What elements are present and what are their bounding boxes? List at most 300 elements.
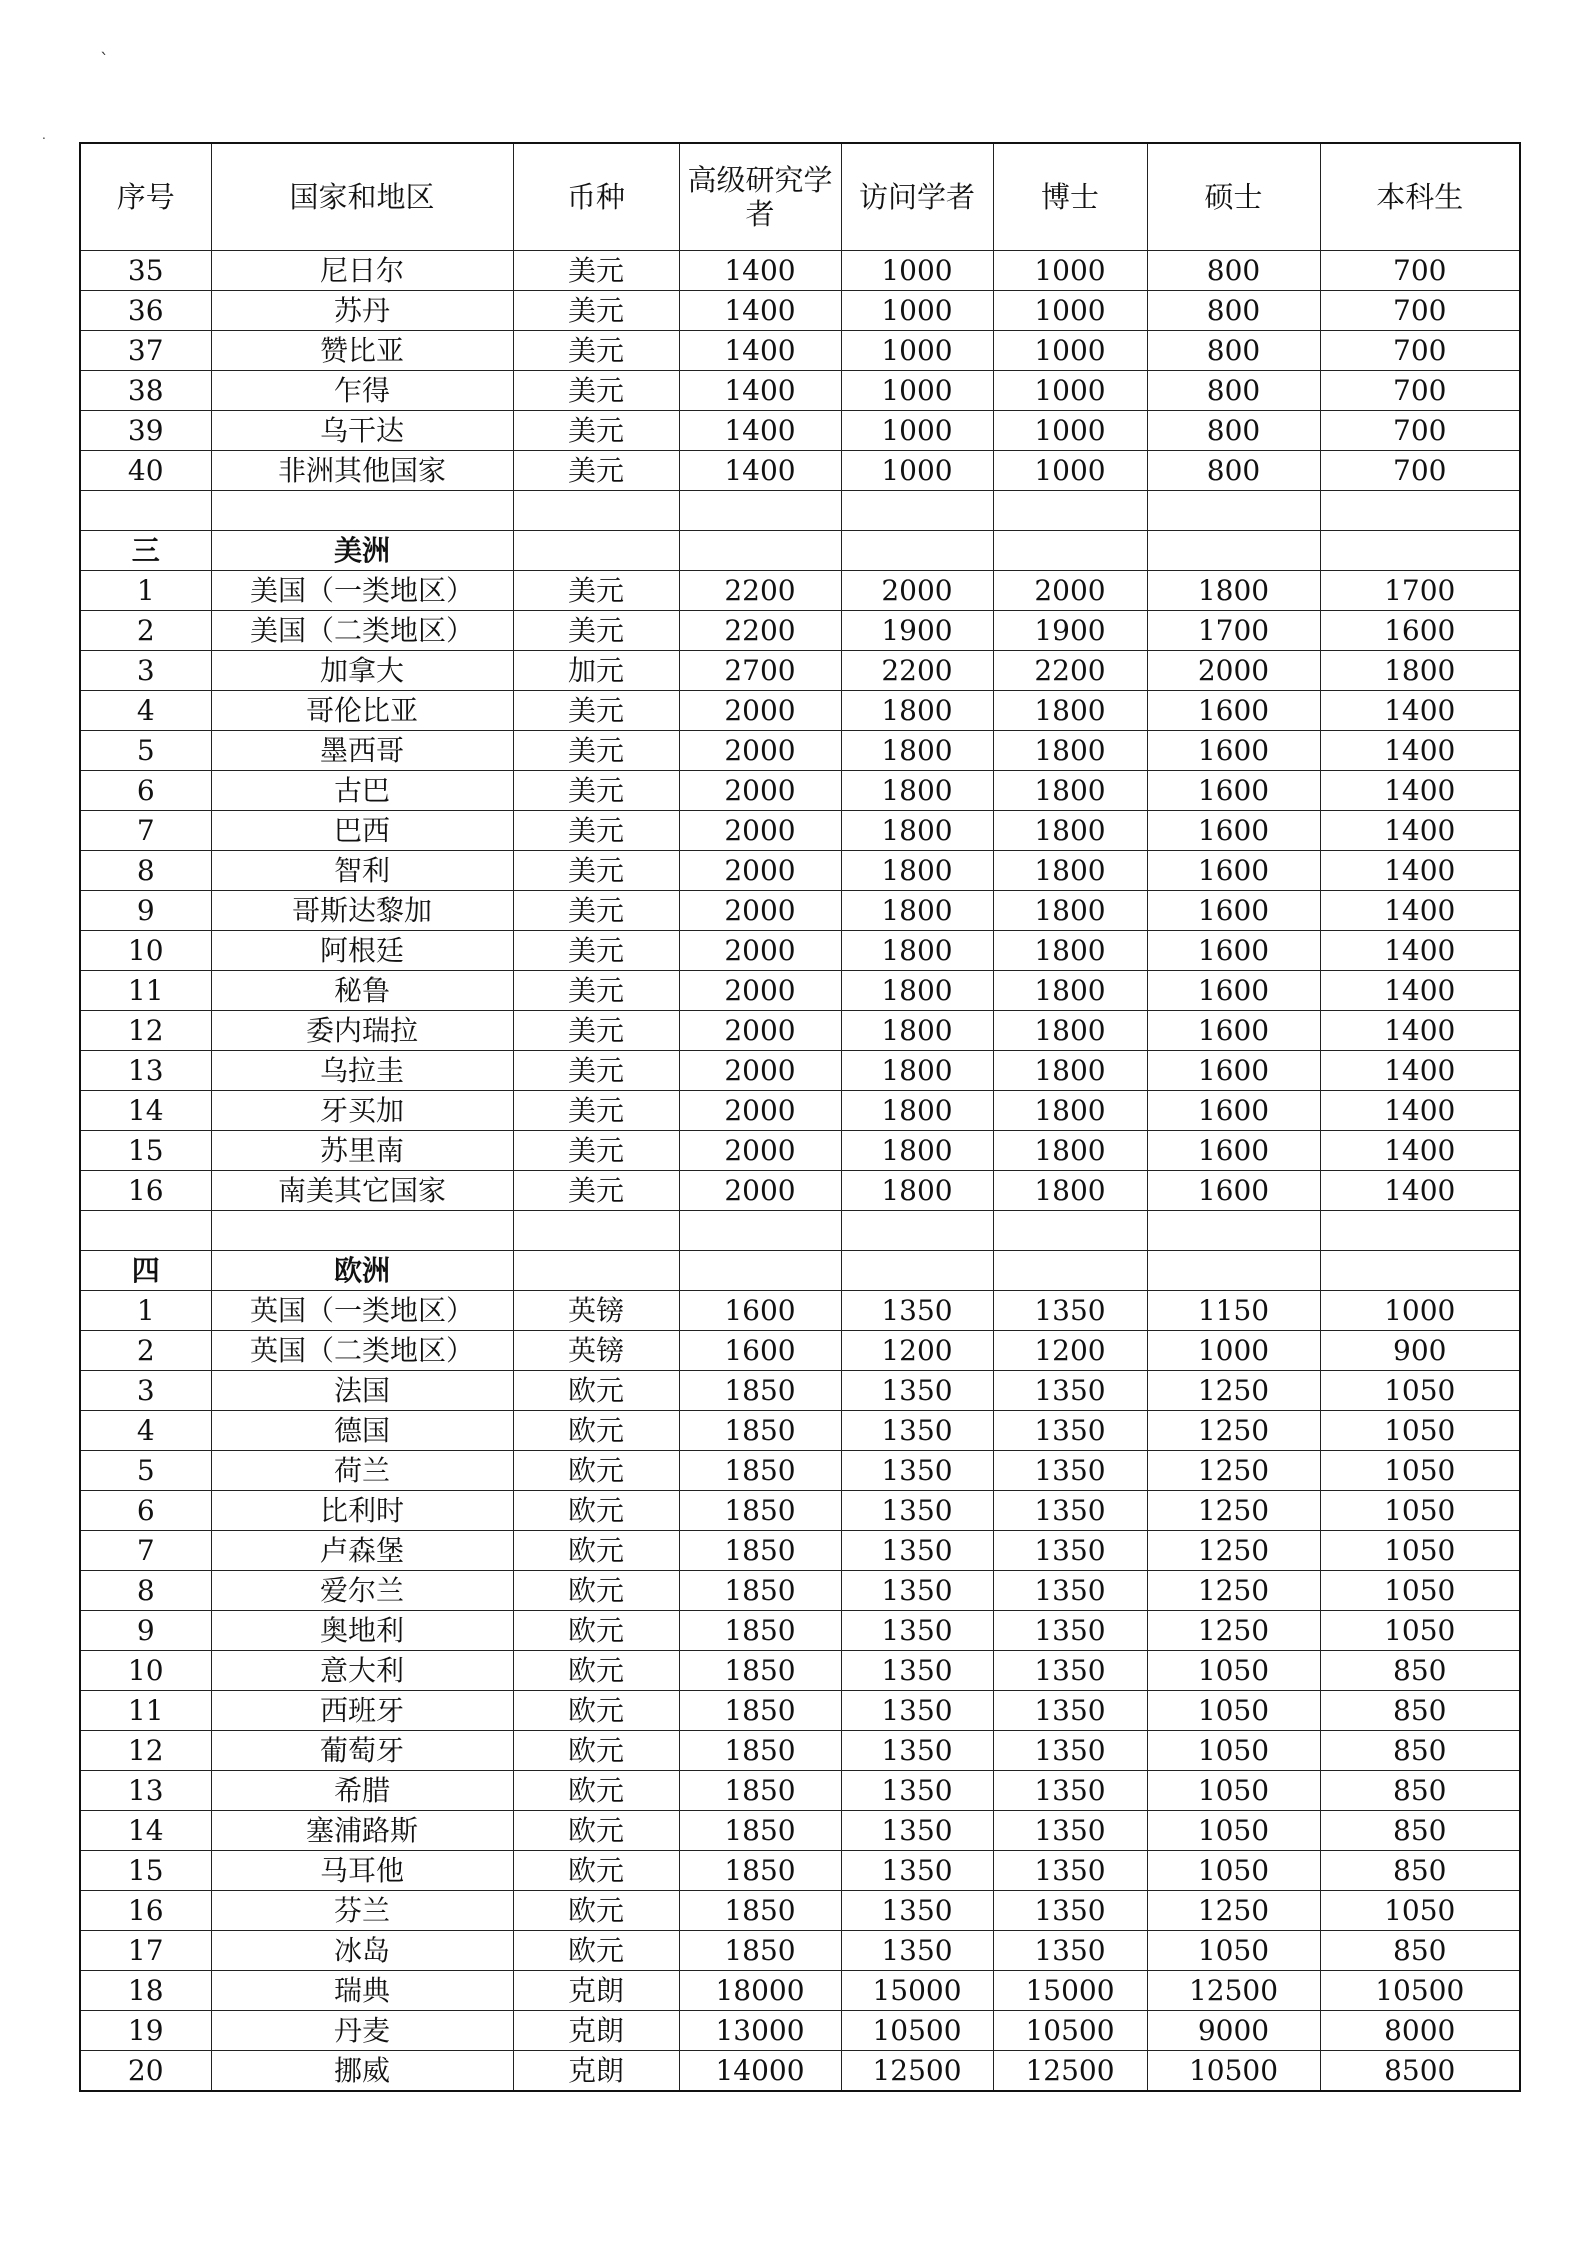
cell-visiting-scholar: 1800 bbox=[841, 731, 993, 771]
cell-country: 挪威 bbox=[211, 2051, 513, 2092]
cell-phd: 1000 bbox=[993, 331, 1147, 371]
cell-undergrad: 700 bbox=[1320, 371, 1520, 411]
table-body bbox=[80, 251, 1520, 2092]
cell-phd: 2200 bbox=[993, 651, 1147, 691]
table-row bbox=[80, 1691, 1520, 1731]
cell-senior-scholar: 2000 bbox=[679, 1171, 841, 1211]
cell-senior-scholar: 18000 bbox=[679, 1971, 841, 2011]
cell-visiting-scholar bbox=[841, 531, 993, 571]
cell-index: 10 bbox=[80, 1651, 211, 1691]
cell-senior-scholar: 1850 bbox=[679, 1691, 841, 1731]
cell-index: 37 bbox=[80, 331, 211, 371]
cell-visiting-scholar: 1350 bbox=[841, 1571, 993, 1611]
table-row bbox=[80, 251, 1520, 291]
cell-index: 2 bbox=[80, 1331, 211, 1371]
cell-undergrad: 1050 bbox=[1320, 1611, 1520, 1651]
cell-visiting-scholar: 1350 bbox=[841, 1931, 993, 1971]
cell-currency bbox=[513, 1251, 679, 1291]
cell-undergrad: 700 bbox=[1320, 251, 1520, 291]
cell-undergrad: 1050 bbox=[1320, 1411, 1520, 1451]
cell-master: 800 bbox=[1147, 451, 1320, 491]
cell-currency: 美元 bbox=[513, 1051, 679, 1091]
cell-master: 1600 bbox=[1147, 1011, 1320, 1051]
cell-phd: 1800 bbox=[993, 891, 1147, 931]
cell-phd: 1800 bbox=[993, 1011, 1147, 1051]
cell-phd: 1900 bbox=[993, 611, 1147, 651]
cell-currency: 欧元 bbox=[513, 1811, 679, 1851]
col-header-visiting-scholar: 访问学者 bbox=[841, 143, 993, 251]
table-row bbox=[80, 371, 1520, 411]
cell-currency: 美元 bbox=[513, 971, 679, 1011]
cell-phd: 1000 bbox=[993, 251, 1147, 291]
cell-currency: 美元 bbox=[513, 251, 679, 291]
cell-undergrad: 1400 bbox=[1320, 771, 1520, 811]
cell-master: 10500 bbox=[1147, 2051, 1320, 2092]
table-header bbox=[80, 143, 1520, 251]
cell-country: 英国（一类地区） bbox=[211, 1291, 513, 1331]
cell-country: 非洲其他国家 bbox=[211, 451, 513, 491]
cell-master: 1250 bbox=[1147, 1451, 1320, 1491]
cell-phd bbox=[993, 1251, 1147, 1291]
cell-country: 瑞典 bbox=[211, 1971, 513, 2011]
cell-currency: 欧元 bbox=[513, 1931, 679, 1971]
cell-currency: 美元 bbox=[513, 331, 679, 371]
cell-index: 5 bbox=[80, 1451, 211, 1491]
cell-senior-scholar: 2200 bbox=[679, 571, 841, 611]
cell-currency: 欧元 bbox=[513, 1611, 679, 1651]
table-row bbox=[80, 1891, 1520, 1931]
cell-phd: 1350 bbox=[993, 1531, 1147, 1571]
cell-country: 墨西哥 bbox=[211, 731, 513, 771]
table-row bbox=[80, 1051, 1520, 1091]
cell-senior-scholar: 1850 bbox=[679, 1371, 841, 1411]
cell-phd: 1800 bbox=[993, 731, 1147, 771]
cell-senior-scholar: 1600 bbox=[679, 1291, 841, 1331]
cell-index: 4 bbox=[80, 691, 211, 731]
cell-country: 马耳他 bbox=[211, 1851, 513, 1891]
cell-country: 乌干达 bbox=[211, 411, 513, 451]
spacer-row bbox=[80, 1211, 1520, 1251]
cell-country: 赞比亚 bbox=[211, 331, 513, 371]
table-row bbox=[80, 971, 1520, 1011]
cell-visiting-scholar: 1350 bbox=[841, 1451, 993, 1491]
cell-visiting-scholar: 2000 bbox=[841, 571, 993, 611]
cell-master: 1600 bbox=[1147, 931, 1320, 971]
table-row bbox=[80, 1411, 1520, 1451]
cell-currency: 美元 bbox=[513, 411, 679, 451]
cell-country bbox=[211, 1211, 513, 1251]
cell-master: 800 bbox=[1147, 251, 1320, 291]
cell-master: 1600 bbox=[1147, 1091, 1320, 1131]
cell-index: 5 bbox=[80, 731, 211, 771]
cell-visiting-scholar: 1350 bbox=[841, 1771, 993, 1811]
cell-country: 美国（二类地区） bbox=[211, 611, 513, 651]
cell-undergrad: 900 bbox=[1320, 1331, 1520, 1371]
cell-master: 1250 bbox=[1147, 1891, 1320, 1931]
cell-currency: 美元 bbox=[513, 611, 679, 651]
cell-master: 1050 bbox=[1147, 1731, 1320, 1771]
cell-country bbox=[211, 491, 513, 531]
col-header-currency: 币种 bbox=[513, 143, 679, 251]
table-row bbox=[80, 291, 1520, 331]
table-row bbox=[80, 1811, 1520, 1851]
cell-phd: 1000 bbox=[993, 411, 1147, 451]
cell-visiting-scholar: 1000 bbox=[841, 411, 993, 451]
cell-phd: 1200 bbox=[993, 1331, 1147, 1371]
cell-currency: 美元 bbox=[513, 1171, 679, 1211]
cell-visiting-scholar bbox=[841, 1251, 993, 1291]
cell-visiting-scholar: 1350 bbox=[841, 1891, 993, 1931]
table-row bbox=[80, 2011, 1520, 2051]
cell-visiting-scholar: 1000 bbox=[841, 251, 993, 291]
cell-index: 39 bbox=[80, 411, 211, 451]
cell-country: 意大利 bbox=[211, 1651, 513, 1691]
cell-country: 塞浦路斯 bbox=[211, 1811, 513, 1851]
cell-country: 尼日尔 bbox=[211, 251, 513, 291]
cell-master: 800 bbox=[1147, 371, 1320, 411]
cell-country: 卢森堡 bbox=[211, 1531, 513, 1571]
cell-senior-scholar: 2000 bbox=[679, 691, 841, 731]
table-row bbox=[80, 1931, 1520, 1971]
cell-phd: 1350 bbox=[993, 1731, 1147, 1771]
cell-index: 14 bbox=[80, 1811, 211, 1851]
cell-senior-scholar: 14000 bbox=[679, 2051, 841, 2092]
cell-index: 9 bbox=[80, 891, 211, 931]
cell-master: 1050 bbox=[1147, 1651, 1320, 1691]
cell-phd: 1350 bbox=[993, 1771, 1147, 1811]
cell-currency: 欧元 bbox=[513, 1371, 679, 1411]
cell-undergrad: 1400 bbox=[1320, 731, 1520, 771]
cell-currency: 欧元 bbox=[513, 1571, 679, 1611]
cell-senior-scholar: 1850 bbox=[679, 1611, 841, 1651]
cell-phd bbox=[993, 491, 1147, 531]
cell-senior-scholar bbox=[679, 531, 841, 571]
cell-visiting-scholar: 1900 bbox=[841, 611, 993, 651]
cell-undergrad: 1400 bbox=[1320, 1011, 1520, 1051]
cell-senior-scholar: 2000 bbox=[679, 1131, 841, 1171]
cell-visiting-scholar: 15000 bbox=[841, 1971, 993, 2011]
cell-undergrad: 1400 bbox=[1320, 691, 1520, 731]
cell-visiting-scholar: 1350 bbox=[841, 1811, 993, 1851]
cell-master: 1600 bbox=[1147, 731, 1320, 771]
cell-undergrad: 850 bbox=[1320, 1931, 1520, 1971]
cell-currency: 欧元 bbox=[513, 1531, 679, 1571]
cell-visiting-scholar: 1800 bbox=[841, 771, 993, 811]
cell-undergrad: 1400 bbox=[1320, 891, 1520, 931]
cell-master: 1250 bbox=[1147, 1611, 1320, 1651]
cell-visiting-scholar: 1800 bbox=[841, 891, 993, 931]
table-row bbox=[80, 411, 1520, 451]
section-row bbox=[80, 1251, 1520, 1291]
cell-index: 35 bbox=[80, 251, 211, 291]
cell-index: 13 bbox=[80, 1771, 211, 1811]
table-row bbox=[80, 1771, 1520, 1811]
cell-phd: 1350 bbox=[993, 1811, 1147, 1851]
cell-index: 7 bbox=[80, 1531, 211, 1571]
section-title: 美洲 bbox=[211, 531, 513, 571]
cell-master: 800 bbox=[1147, 411, 1320, 451]
cell-index: 4 bbox=[80, 1411, 211, 1451]
cell-senior-scholar: 2200 bbox=[679, 611, 841, 651]
cell-senior-scholar: 2000 bbox=[679, 891, 841, 931]
table-row bbox=[80, 731, 1520, 771]
stipend-table bbox=[79, 142, 1521, 2092]
cell-country: 加拿大 bbox=[211, 651, 513, 691]
cell-senior-scholar: 1600 bbox=[679, 1331, 841, 1371]
cell-visiting-scholar: 1800 bbox=[841, 1091, 993, 1131]
cell-master: 9000 bbox=[1147, 2011, 1320, 2051]
cell-index: 7 bbox=[80, 811, 211, 851]
cell-visiting-scholar: 1350 bbox=[841, 1651, 993, 1691]
cell-senior-scholar bbox=[679, 1251, 841, 1291]
cell-master bbox=[1147, 491, 1320, 531]
cell-senior-scholar: 2000 bbox=[679, 771, 841, 811]
cell-master bbox=[1147, 1211, 1320, 1251]
cell-visiting-scholar: 1350 bbox=[841, 1411, 993, 1451]
cell-visiting-scholar: 1800 bbox=[841, 1131, 993, 1171]
cell-senior-scholar: 1850 bbox=[679, 1811, 841, 1851]
cell-undergrad: 850 bbox=[1320, 1811, 1520, 1851]
cell-master bbox=[1147, 531, 1320, 571]
cell-undergrad: 1400 bbox=[1320, 1131, 1520, 1171]
cell-visiting-scholar: 1350 bbox=[841, 1611, 993, 1651]
cell-currency: 加元 bbox=[513, 651, 679, 691]
cell-index: 6 bbox=[80, 1491, 211, 1531]
cell-undergrad: 1050 bbox=[1320, 1531, 1520, 1571]
cell-senior-scholar: 1850 bbox=[679, 1531, 841, 1571]
cell-undergrad: 700 bbox=[1320, 451, 1520, 491]
cell-visiting-scholar: 1350 bbox=[841, 1531, 993, 1571]
cell-country: 南美其它国家 bbox=[211, 1171, 513, 1211]
cell-index: 11 bbox=[80, 971, 211, 1011]
cell-currency: 美元 bbox=[513, 1011, 679, 1051]
table-row bbox=[80, 1571, 1520, 1611]
cell-currency: 美元 bbox=[513, 691, 679, 731]
cell-visiting-scholar: 1800 bbox=[841, 1051, 993, 1091]
cell-visiting-scholar: 1800 bbox=[841, 1171, 993, 1211]
cell-undergrad: 8000 bbox=[1320, 2011, 1520, 2051]
cell-country: 美国（一类地区） bbox=[211, 571, 513, 611]
cell-senior-scholar: 1400 bbox=[679, 451, 841, 491]
cell-currency: 美元 bbox=[513, 731, 679, 771]
cell-master: 2000 bbox=[1147, 651, 1320, 691]
cell-master: 1700 bbox=[1147, 611, 1320, 651]
section-row bbox=[80, 531, 1520, 571]
cell-country: 哥伦比亚 bbox=[211, 691, 513, 731]
cell-phd bbox=[993, 531, 1147, 571]
cell-phd: 1350 bbox=[993, 1851, 1147, 1891]
cell-senior-scholar: 1850 bbox=[679, 1731, 841, 1771]
table-row bbox=[80, 1331, 1520, 1371]
cell-index: 12 bbox=[80, 1731, 211, 1771]
table-row bbox=[80, 931, 1520, 971]
cell-undergrad: 1400 bbox=[1320, 931, 1520, 971]
cell-master: 1000 bbox=[1147, 1331, 1320, 1371]
cell-senior-scholar: 2000 bbox=[679, 1051, 841, 1091]
cell-index: 13 bbox=[80, 1051, 211, 1091]
cell-visiting-scholar: 1000 bbox=[841, 331, 993, 371]
cell-undergrad: 1400 bbox=[1320, 971, 1520, 1011]
cell-currency: 美元 bbox=[513, 451, 679, 491]
cell-currency: 美元 bbox=[513, 851, 679, 891]
cell-country: 德国 bbox=[211, 1411, 513, 1451]
cell-senior-scholar: 1850 bbox=[679, 1411, 841, 1451]
cell-currency: 英镑 bbox=[513, 1291, 679, 1331]
section-number: 三 bbox=[80, 531, 211, 571]
cell-phd: 1350 bbox=[993, 1411, 1147, 1451]
table-row bbox=[80, 1651, 1520, 1691]
cell-undergrad: 850 bbox=[1320, 1851, 1520, 1891]
cell-phd: 1350 bbox=[993, 1651, 1147, 1691]
cell-currency: 欧元 bbox=[513, 1891, 679, 1931]
cell-senior-scholar: 1850 bbox=[679, 1491, 841, 1531]
cell-currency bbox=[513, 491, 679, 531]
cell-currency: 英镑 bbox=[513, 1331, 679, 1371]
cell-currency: 欧元 bbox=[513, 1451, 679, 1491]
header-row bbox=[80, 143, 1520, 251]
cell-currency: 欧元 bbox=[513, 1771, 679, 1811]
cell-senior-scholar: 2000 bbox=[679, 811, 841, 851]
cell-senior-scholar: 2000 bbox=[679, 851, 841, 891]
cell-master: 1600 bbox=[1147, 811, 1320, 851]
cell-master: 1250 bbox=[1147, 1491, 1320, 1531]
cell-visiting-scholar: 1350 bbox=[841, 1491, 993, 1531]
cell-index: 36 bbox=[80, 291, 211, 331]
cell-country: 葡萄牙 bbox=[211, 1731, 513, 1771]
cell-index: 15 bbox=[80, 1131, 211, 1171]
cell-visiting-scholar: 1000 bbox=[841, 451, 993, 491]
cell-index: 1 bbox=[80, 571, 211, 611]
cell-currency bbox=[513, 531, 679, 571]
cell-master: 1600 bbox=[1147, 1051, 1320, 1091]
cell-undergrad: 10500 bbox=[1320, 1971, 1520, 2011]
cell-senior-scholar: 2700 bbox=[679, 651, 841, 691]
cell-phd: 1000 bbox=[993, 451, 1147, 491]
cell-undergrad: 700 bbox=[1320, 411, 1520, 451]
cell-index: 17 bbox=[80, 1931, 211, 1971]
cell-master: 1250 bbox=[1147, 1411, 1320, 1451]
cell-index: 8 bbox=[80, 1571, 211, 1611]
cell-phd: 1800 bbox=[993, 771, 1147, 811]
cell-master: 1150 bbox=[1147, 1291, 1320, 1331]
table-row bbox=[80, 1291, 1520, 1331]
cell-country: 奥地利 bbox=[211, 1611, 513, 1651]
cell-phd: 1800 bbox=[993, 691, 1147, 731]
cell-undergrad bbox=[1320, 1251, 1520, 1291]
cell-senior-scholar bbox=[679, 491, 841, 531]
cell-senior-scholar: 1850 bbox=[679, 1771, 841, 1811]
table-row bbox=[80, 1851, 1520, 1891]
cell-senior-scholar: 2000 bbox=[679, 971, 841, 1011]
cell-senior-scholar bbox=[679, 1211, 841, 1251]
cell-visiting-scholar: 1800 bbox=[841, 971, 993, 1011]
cell-phd: 1350 bbox=[993, 1451, 1147, 1491]
table-row bbox=[80, 1171, 1520, 1211]
cell-undergrad: 1800 bbox=[1320, 651, 1520, 691]
cell-country: 冰岛 bbox=[211, 1931, 513, 1971]
cell-phd: 1800 bbox=[993, 1171, 1147, 1211]
cell-phd bbox=[993, 1211, 1147, 1251]
table-row bbox=[80, 1091, 1520, 1131]
cell-country: 智利 bbox=[211, 851, 513, 891]
cell-undergrad: 1050 bbox=[1320, 1371, 1520, 1411]
cell-phd: 1350 bbox=[993, 1291, 1147, 1331]
cell-senior-scholar: 1400 bbox=[679, 251, 841, 291]
cell-master: 1800 bbox=[1147, 571, 1320, 611]
cell-undergrad: 1050 bbox=[1320, 1891, 1520, 1931]
cell-phd: 1350 bbox=[993, 1491, 1147, 1531]
cell-country: 牙买加 bbox=[211, 1091, 513, 1131]
cell-master: 1250 bbox=[1147, 1371, 1320, 1411]
col-header-master: 硕士 bbox=[1147, 143, 1320, 251]
cell-index: 1 bbox=[80, 1291, 211, 1331]
table-row bbox=[80, 1371, 1520, 1411]
cell-index: 18 bbox=[80, 1971, 211, 2011]
cell-senior-scholar: 1850 bbox=[679, 1851, 841, 1891]
cell-undergrad: 1050 bbox=[1320, 1491, 1520, 1531]
cell-visiting-scholar: 1800 bbox=[841, 931, 993, 971]
cell-currency: 美元 bbox=[513, 811, 679, 851]
cell-undergrad: 700 bbox=[1320, 291, 1520, 331]
cell-country: 希腊 bbox=[211, 1771, 513, 1811]
cell-undergrad: 1000 bbox=[1320, 1291, 1520, 1331]
table-row bbox=[80, 1971, 1520, 2011]
cell-master: 1600 bbox=[1147, 1131, 1320, 1171]
cell-visiting-scholar: 10500 bbox=[841, 2011, 993, 2051]
cell-senior-scholar: 2000 bbox=[679, 1011, 841, 1051]
cell-visiting-scholar: 1350 bbox=[841, 1291, 993, 1331]
cell-index: 19 bbox=[80, 2011, 211, 2051]
cell-country: 西班牙 bbox=[211, 1691, 513, 1731]
cell-phd: 1350 bbox=[993, 1931, 1147, 1971]
table-row bbox=[80, 331, 1520, 371]
cell-undergrad: 1400 bbox=[1320, 1171, 1520, 1211]
table-row bbox=[80, 1011, 1520, 1051]
cell-phd: 15000 bbox=[993, 1971, 1147, 2011]
cell-senior-scholar: 1400 bbox=[679, 411, 841, 451]
cell-currency: 美元 bbox=[513, 291, 679, 331]
cell-phd: 12500 bbox=[993, 2051, 1147, 2092]
cell-senior-scholar: 2000 bbox=[679, 731, 841, 771]
cell-country: 苏里南 bbox=[211, 1131, 513, 1171]
cell-index: 16 bbox=[80, 1891, 211, 1931]
cell-visiting-scholar: 12500 bbox=[841, 2051, 993, 2092]
cell-master: 1600 bbox=[1147, 971, 1320, 1011]
cell-undergrad: 850 bbox=[1320, 1771, 1520, 1811]
cell-visiting-scholar: 1800 bbox=[841, 1011, 993, 1051]
cell-master bbox=[1147, 1251, 1320, 1291]
table-row bbox=[80, 571, 1520, 611]
table-row bbox=[80, 811, 1520, 851]
cell-visiting-scholar: 1200 bbox=[841, 1331, 993, 1371]
cell-undergrad: 1400 bbox=[1320, 811, 1520, 851]
table-row bbox=[80, 891, 1520, 931]
cell-country: 英国（二类地区） bbox=[211, 1331, 513, 1371]
cell-phd: 2000 bbox=[993, 571, 1147, 611]
cell-undergrad: 8500 bbox=[1320, 2051, 1520, 2092]
cell-master: 800 bbox=[1147, 331, 1320, 371]
cell-index: 15 bbox=[80, 1851, 211, 1891]
cell-master: 1250 bbox=[1147, 1571, 1320, 1611]
cell-senior-scholar: 1400 bbox=[679, 291, 841, 331]
cell-master: 1050 bbox=[1147, 1811, 1320, 1851]
cell-master: 1600 bbox=[1147, 771, 1320, 811]
cell-phd: 1350 bbox=[993, 1611, 1147, 1651]
cell-visiting-scholar: 1800 bbox=[841, 691, 993, 731]
cell-master: 1050 bbox=[1147, 1771, 1320, 1811]
cell-senior-scholar: 1400 bbox=[679, 371, 841, 411]
col-header-index: 序号 bbox=[80, 143, 211, 251]
